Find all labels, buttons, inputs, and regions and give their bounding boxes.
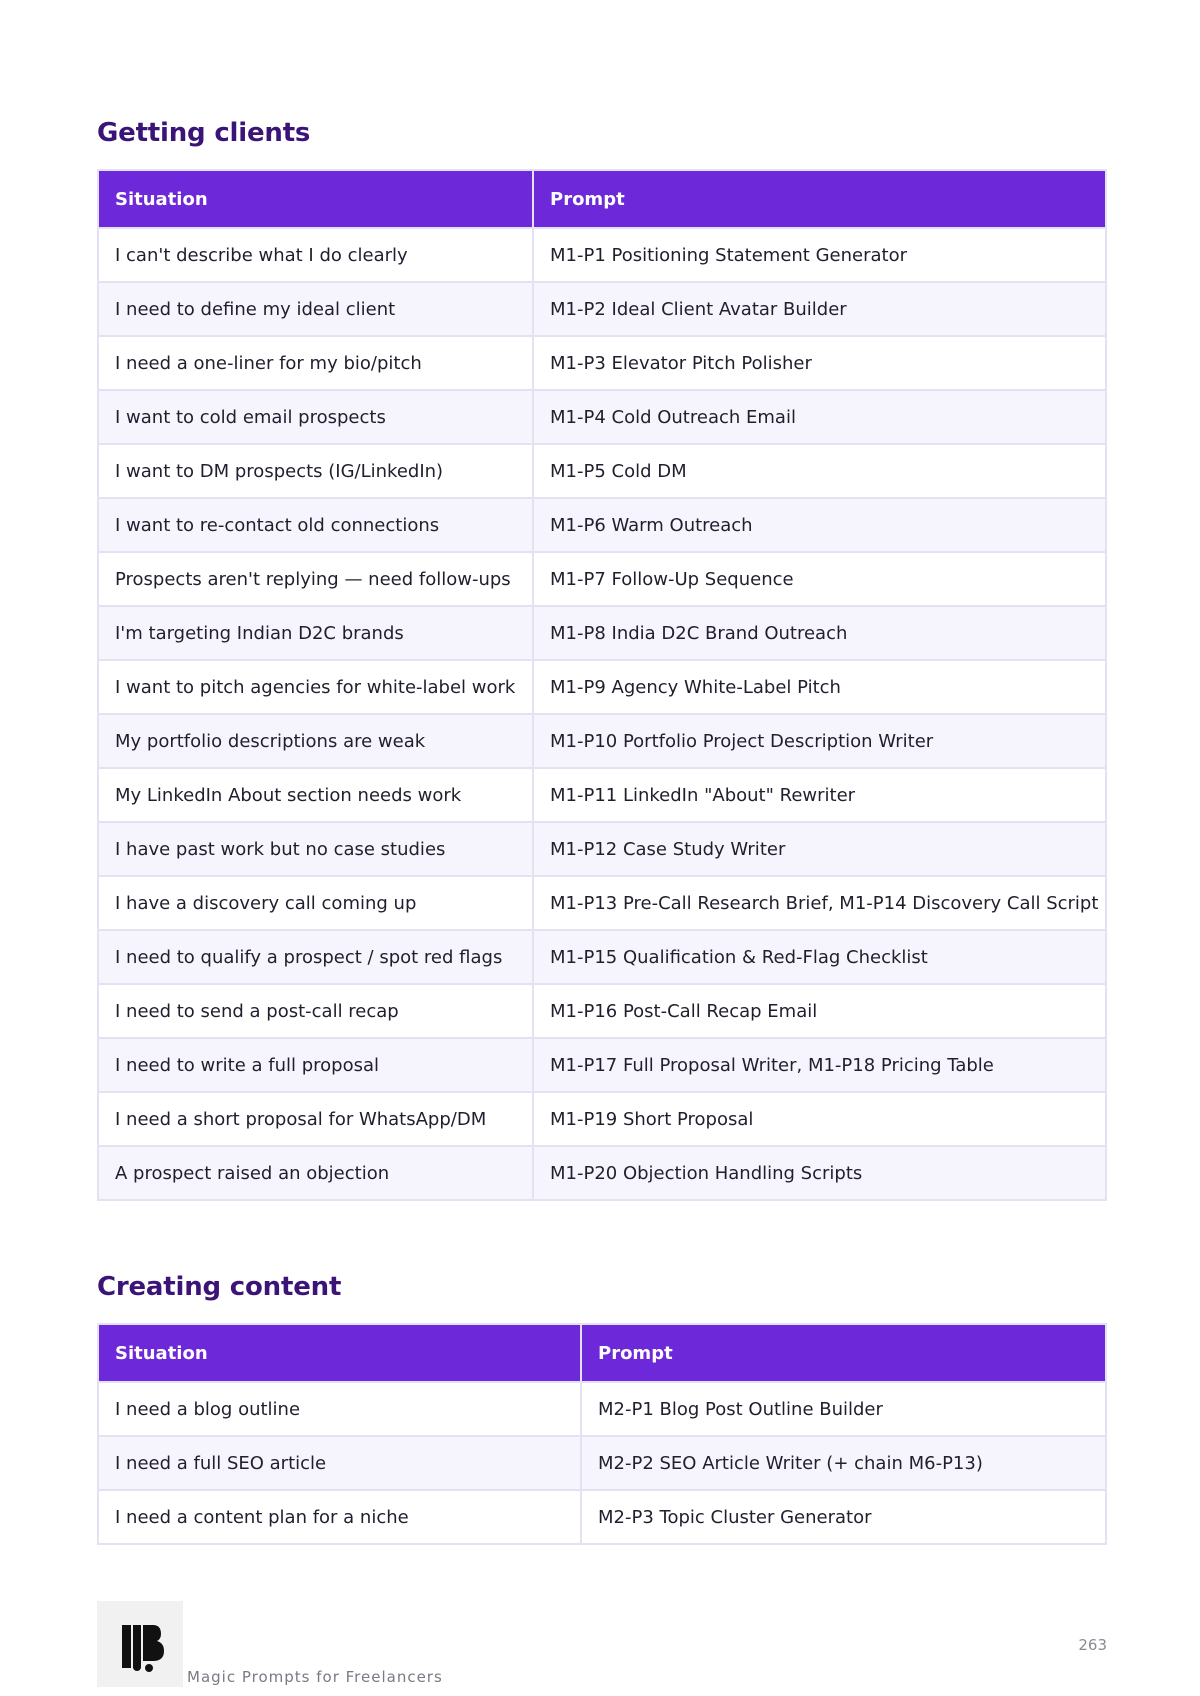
footer-book-title: Magic Prompts for Freelancers (187, 1668, 443, 1686)
table-row (98, 1038, 1106, 1092)
prompt-cell: M1-P16 Post-Call Recap Email (533, 984, 1106, 1038)
column-header-situation: Situation (98, 170, 533, 228)
table-header-row (98, 170, 1106, 228)
table-row (98, 1436, 1106, 1490)
creating-content-table (97, 1323, 1107, 1545)
table-row (98, 1490, 1106, 1544)
table-row (98, 390, 1106, 444)
prompt-cell: M1-P7 Follow-Up Sequence (533, 552, 1106, 606)
prompt-cell: M2-P2 SEO Article Writer (+ chain M6-P13) (581, 1436, 1106, 1490)
prompt-cell: M1-P20 Objection Handling Scripts (533, 1146, 1106, 1200)
prompt-cell: M1-P13 Pre-Call Research Brief, M1-P14 Discovery Call Script (533, 876, 1106, 930)
situation-cell: Prospects aren't replying — need follow-ups (98, 552, 533, 606)
table-row (98, 768, 1106, 822)
situation-cell: I need a content plan for a niche (98, 1490, 581, 1544)
situation-cell: I have a discovery call coming up (98, 876, 533, 930)
page-number: 263 (1078, 1636, 1107, 1654)
table-row (98, 660, 1106, 714)
situation-cell: I need to qualify a prospect / spot red flags (98, 930, 533, 984)
prompt-cell: M1-P5 Cold DM (533, 444, 1106, 498)
prompt-cell: M2-P3 Topic Cluster Generator (581, 1490, 1106, 1544)
table-row (98, 444, 1106, 498)
situation-cell: I need a blog outline (98, 1382, 581, 1436)
prompt-cell: M1-P9 Agency White-Label Pitch (533, 660, 1106, 714)
table-row (98, 930, 1106, 984)
prompt-cell: M1-P2 Ideal Client Avatar Builder (533, 282, 1106, 336)
prompt-cell: M1-P10 Portfolio Project Description Writer (533, 714, 1106, 768)
situation-cell: I need a short proposal for WhatsApp/DM (98, 1092, 533, 1146)
prompt-cell: M1-P11 LinkedIn "About" Rewriter (533, 768, 1106, 822)
prompt-cell: M1-P19 Short Proposal (533, 1092, 1106, 1146)
situation-cell: I want to DM prospects (IG/LinkedIn) (98, 444, 533, 498)
table-row (98, 336, 1106, 390)
situation-cell: I have past work but no case studies (98, 822, 533, 876)
column-header-prompt: Prompt (533, 170, 1106, 228)
table-row (98, 282, 1106, 336)
table-row (98, 498, 1106, 552)
situation-cell: My LinkedIn About section needs work (98, 768, 533, 822)
situation-cell: I want to cold email prospects (98, 390, 533, 444)
table-row (98, 1092, 1106, 1146)
getting-clients-table (97, 169, 1107, 1201)
column-header-situation: Situation (98, 1324, 581, 1382)
table-header-row (98, 1324, 1106, 1382)
prompt-cell: M1-P1 Positioning Statement Generator (533, 228, 1106, 282)
situation-cell: I need a full SEO article (98, 1436, 581, 1490)
column-header-prompt: Prompt (581, 1324, 1106, 1382)
table-row (98, 1146, 1106, 1200)
table-row (98, 228, 1106, 282)
situation-cell: I'm targeting Indian D2C brands (98, 606, 533, 660)
situation-cell: My portfolio descriptions are weak (98, 714, 533, 768)
situation-cell: I need to define my ideal client (98, 282, 533, 336)
table-row (98, 1382, 1106, 1436)
prompt-cell: M1-P4 Cold Outreach Email (533, 390, 1106, 444)
prompt-cell: M1-P6 Warm Outreach (533, 498, 1106, 552)
prompt-cell: M1-P12 Case Study Writer (533, 822, 1106, 876)
table-row (98, 876, 1106, 930)
prompt-cell: M1-P8 India D2C Brand Outreach (533, 606, 1106, 660)
table-row (98, 822, 1106, 876)
table-row (98, 984, 1106, 1038)
prompt-cell: M1-P3 Elevator Pitch Polisher (533, 336, 1106, 390)
section-title-getting-clients: Getting clients (97, 118, 311, 148)
situation-cell: A prospect raised an objection (98, 1146, 533, 1200)
table-row (98, 606, 1106, 660)
prompt-cell: M1-P17 Full Proposal Writer, M1-P18 Pricing Table (533, 1038, 1106, 1092)
prompt-cell: M2-P1 Blog Post Outline Builder (581, 1382, 1106, 1436)
book-logo-icon (97, 1601, 183, 1687)
section-title-creating-content: Creating content (97, 1272, 342, 1302)
situation-cell: I need a one-liner for my bio/pitch (98, 336, 533, 390)
situation-cell: I need to write a full proposal (98, 1038, 533, 1092)
situation-cell: I want to pitch agencies for white-label work (98, 660, 533, 714)
prompt-cell: M1-P15 Qualification & Red-Flag Checklist (533, 930, 1106, 984)
situation-cell: I can't describe what I do clearly (98, 228, 533, 282)
situation-cell: I need to send a post-call recap (98, 984, 533, 1038)
table-row (98, 552, 1106, 606)
table-row (98, 714, 1106, 768)
situation-cell: I want to re-contact old connections (98, 498, 533, 552)
